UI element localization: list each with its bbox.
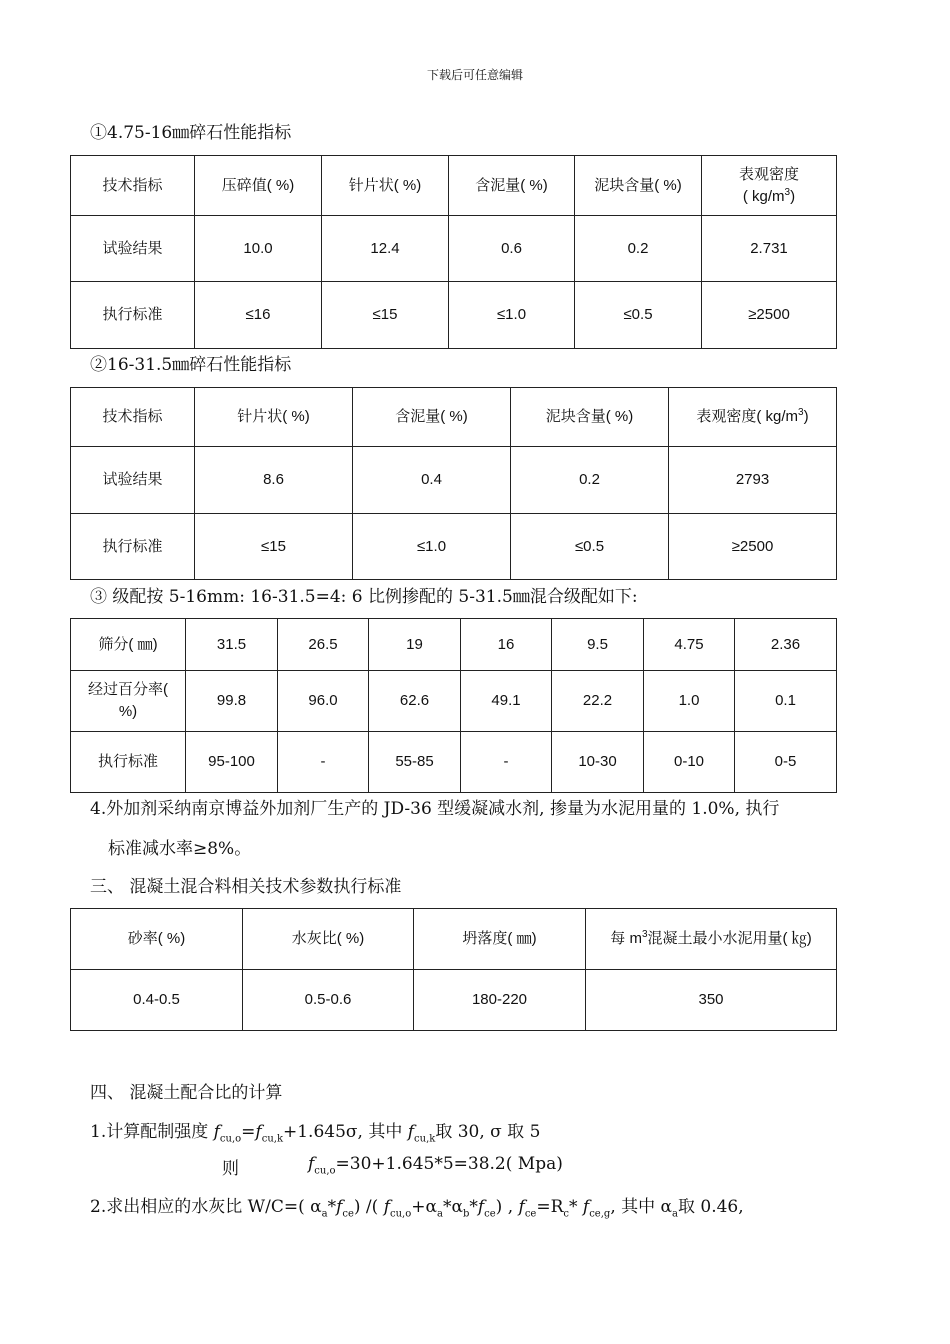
section-title-1: ①4.75-16㎜碎石性能指标: [90, 123, 292, 143]
calc-strength-result-label: 则: [222, 1159, 239, 1179]
cell: 22.2: [552, 671, 644, 732]
cell: 95-100: [186, 732, 278, 793]
cell: ≤15: [322, 282, 449, 349]
header-cell-cement: 每 $m^3$混凝土最小水泥用量( ㎏): [586, 909, 837, 970]
cell-pass-label: 经过百分率( %): [71, 671, 186, 732]
table-gradation: [70, 618, 837, 793]
cell: 8.6: [195, 447, 353, 514]
paragraph-admixture-line1: 4.外加剂采纳南京博益外加剂厂生产的 JD-36 型缓凝减水剂, 掺量为水泥用量的 1.0%, 执行: [90, 799, 780, 819]
calc-strength-result: $f_{cu,o}=30+1.645*5=38.2$( Mpa): [308, 1154, 563, 1177]
cell: 12.4: [322, 216, 449, 282]
table-row: [71, 282, 837, 349]
cell: ≤0.5: [575, 282, 702, 349]
cell: 0.2: [511, 447, 669, 514]
cell: 0.4: [353, 447, 511, 514]
paragraph-admixture-line2: 标准减水率≥8%。: [108, 839, 252, 859]
cell: -: [461, 732, 552, 793]
section-title-3: ③ 级配按 5-16mm: 16-31.5=4: 6 比例掺配的 5-31.5㎜混合级配如下:: [90, 587, 638, 607]
cell: 2.731: [702, 216, 837, 282]
table-row: [71, 447, 837, 514]
cell: 4.75: [644, 619, 735, 671]
header-cell: 含泥量( %): [449, 156, 575, 216]
cell: 执行标准: [71, 514, 195, 580]
cell: 31.5: [186, 619, 278, 671]
cell: 2.36: [735, 619, 837, 671]
table-row: [71, 671, 837, 732]
cell: -: [278, 732, 369, 793]
cell: 96.0: [278, 671, 369, 732]
cell: 筛分( ㎜): [71, 619, 186, 671]
cell: ≥2500: [702, 282, 837, 349]
cell: 99.8: [186, 671, 278, 732]
cell: 26.5: [278, 619, 369, 671]
cell: ≤1.0: [449, 282, 575, 349]
cell: 10-30: [552, 732, 644, 793]
cell: 10.0: [195, 216, 322, 282]
table-row: [71, 619, 837, 671]
table-row: [71, 514, 837, 580]
cell: 9.5: [552, 619, 644, 671]
header-cell-density: 表观密度 ( $kg/m^3$): [702, 156, 837, 216]
header-cell: 水灰比( %): [243, 909, 414, 970]
header-cell: 压碎值( %): [195, 156, 322, 216]
cell: 16: [461, 619, 552, 671]
cell: 1.0: [644, 671, 735, 732]
header-cell: 技术指标: [71, 388, 195, 447]
cell: 执行标准: [71, 732, 186, 793]
header-cell: 砂率( %): [71, 909, 243, 970]
cell: ≤16: [195, 282, 322, 349]
table-mix-parameters: [70, 908, 837, 1031]
table-aggregate-small: [70, 155, 837, 349]
cell: 0.6: [449, 216, 575, 282]
header-cell: 含泥量( %): [353, 388, 511, 447]
cell: 0.1: [735, 671, 837, 732]
header-cell: 针片状( %): [322, 156, 449, 216]
cell: 350: [586, 970, 837, 1031]
calc-water-cement-line: 2.求出相应的水灰比 W/C=( $\alpha_a*f_{ce}$) /( $f_{cu,o}+\alpha_a*\alpha_b*f_{ce}$) , $f_{ce}=R_c*$ $f_{ce,g}$, 其中 $\alpha_a$取 0.46,: [90, 1197, 744, 1220]
cell: 55-85: [369, 732, 461, 793]
header-cell: 坍落度( ㎜): [414, 909, 586, 970]
cell: 试验结果: [71, 447, 195, 514]
table-row: [71, 732, 837, 793]
cell: ≤1.0: [353, 514, 511, 580]
cell: 0.5-0.6: [243, 970, 414, 1031]
table-row: [71, 216, 837, 282]
header-cell: 泥块含量( %): [511, 388, 669, 447]
cell: 19: [369, 619, 461, 671]
section-heading-three: 三、 混凝土混合料相关技术参数执行标准: [90, 877, 402, 897]
table-row: [71, 970, 837, 1031]
cell: 执行标准: [71, 282, 195, 349]
cell: ≤0.5: [511, 514, 669, 580]
cell: 2793: [669, 447, 837, 514]
cell: 0-10: [644, 732, 735, 793]
cell: ≥2500: [669, 514, 837, 580]
cell: 0-5: [735, 732, 837, 793]
header-cell: 针片状( %): [195, 388, 353, 447]
header-cell: 技术指标: [71, 156, 195, 216]
table-header-row: [71, 156, 837, 216]
cell: 49.1: [461, 671, 552, 732]
cell: 0.2: [575, 216, 702, 282]
header-cell-density: 表观密度( $kg/m^3$): [669, 388, 837, 447]
cell: 0.4-0.5: [71, 970, 243, 1031]
calc-strength-line: 1.计算配制强度 $f_{cu,o}=f_{cu,k}+1.645\sigma$, 其中 $f_{cu,k}$取 30, σ 取 5: [90, 1122, 541, 1145]
cell: 试验结果: [71, 216, 195, 282]
table-aggregate-large: [70, 387, 837, 580]
cell: 180-220: [414, 970, 586, 1031]
table-header-row: [71, 388, 837, 447]
section-heading-four: 四、 混凝土配合比的计算: [90, 1083, 283, 1103]
cell: 62.6: [369, 671, 461, 732]
section-title-2: ②16-31.5㎜碎石性能指标: [90, 355, 292, 375]
cell: ≤15: [195, 514, 353, 580]
page-header: 下载后可任意编辑: [426, 68, 523, 82]
table-header-row: [71, 909, 837, 970]
header-cell: 泥块含量( %): [575, 156, 702, 216]
